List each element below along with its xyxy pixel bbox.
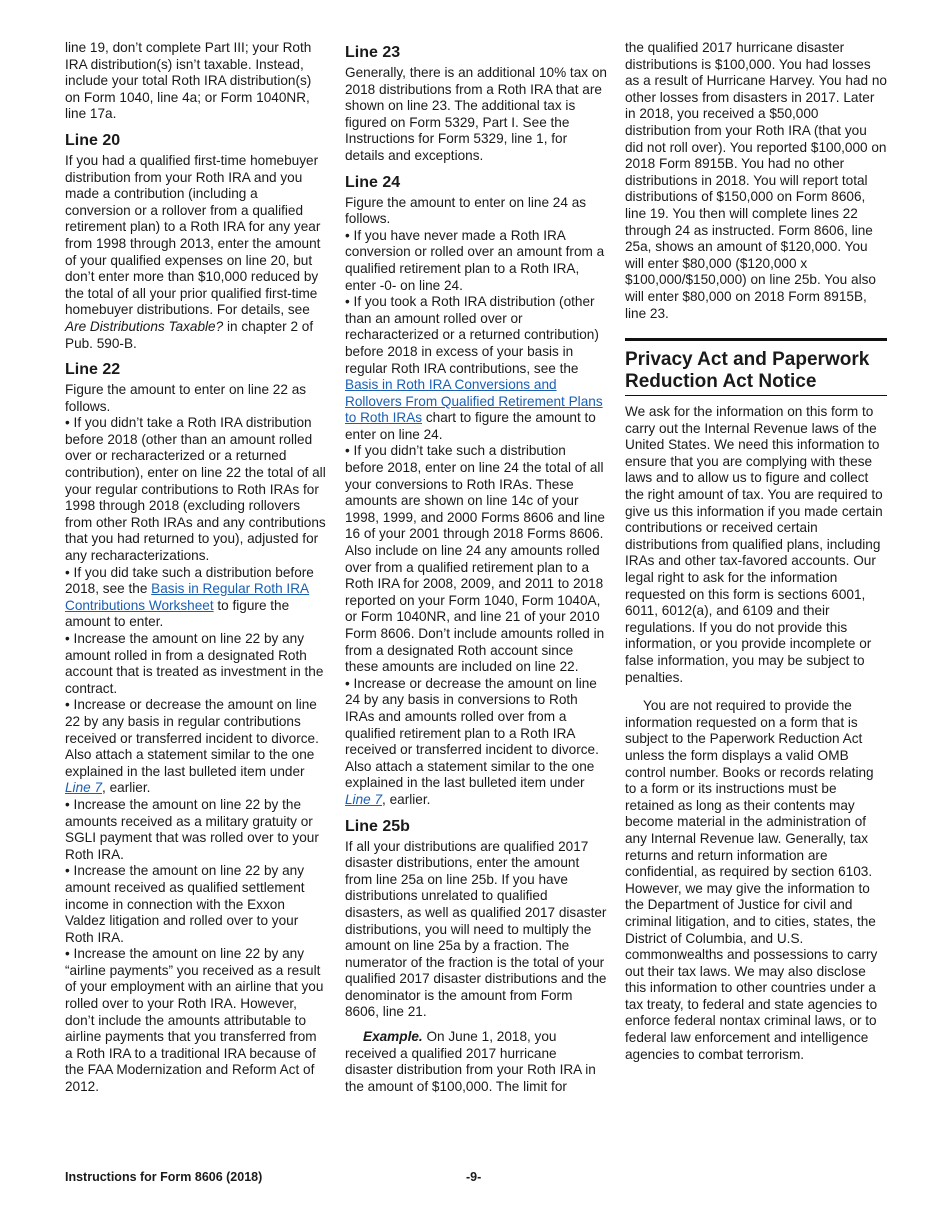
heading-line-23: Line 23 xyxy=(345,44,401,61)
line-22-bullet-1: • If you didn’t take a Roth IRA distribution before 2018 (other than an amount rolled over or recharacterized or a returned contribution), enter on line 22 the total of all your regular contributions to Roth IRAs for 1998 through 2018 (excluding rollovers from other Roth IRAs and any contributions that you had returned to you), adjusted for any recharacterizations. xyxy=(65,415,326,564)
heading-line-25b: Line 25b xyxy=(345,817,410,835)
line-20-text-b: in chapter 2 of Pub. 590-B. xyxy=(65,318,314,351)
line-22-bullet-2-text-b: to figure the amount to enter. xyxy=(65,597,290,630)
line-24-bullet-2-text-b: chart to figure the amount to enter on line 24. xyxy=(345,410,596,442)
line-22-bullet-4-text-a: • Increase or decrease the amount on line 22 by any basis in regular contributions received or transferred incident to divorce. Also attach a statement similar to the one explained in the last bulleted item under xyxy=(65,697,319,779)
line-22-bullet-2 xyxy=(65,565,327,631)
line-22-bullet-4-text-b: , earlier. xyxy=(102,780,151,796)
line-24-intro: Figure the amount to enter on line 24 as follows. xyxy=(345,194,587,227)
example-text: On June 1, 2018, you received a qualified 2017 hurricane disaster distribution from your Roth IRA in the amount of $100,000. The limit for xyxy=(345,1029,596,1094)
line-22-bullet-4 xyxy=(65,697,327,797)
privacy-section xyxy=(625,338,887,1063)
line-22-bullet-7: • Increase the amount on line 22 by any “airline payments” you received as a result of your employment with an airline that you rolled over to your Roth IRA. However, don’t include the amounts attributable to airline payments that you transferred from a Roth IRA to a traditional IRA because of the FAA Modernization and Reform Act of 2012. xyxy=(65,946,324,1095)
line-22-intro: Figure the amount to enter on line 22 as follows. xyxy=(65,382,307,414)
privacy-paragraph-1: We ask for the information on this form to carry out the Internal Revenue laws of the United States. We need this information to ensure that you are complying with these laws and to allow us to figure and collect the right amount of tax. You are required to give us this information if you made certain contributions or received certain distributions from qualified plans, including IRAs and other tax-favored accounts. Our legal right to ask for the information requested on this form is sections 6001, 6011, 6012(a), and 6109 and their regulations. If you do not provide this information, or you provide incomplete or false information, you may be subject to penalties. xyxy=(625,404,883,685)
line-20-text-a: If you had a qualified first-time homebuyer distribution from your Roth IRA and you made a contribution (including a conversion or a rollover from a qualified retirement plan) to a Roth IRA for any year from 1998 through 2013, enter the amount of your qualified expenses on line 20, but don’t enter more than $10,000 reduced by the total of all your prior qualified first-time homebuyer distributions. For details, see xyxy=(65,152,321,318)
line-20-paragraph xyxy=(65,153,327,352)
heading-line-20: Line 20 xyxy=(65,131,121,149)
footer-page-number: -9- xyxy=(466,1170,482,1184)
line-22-bullet-2-text-a: • If you did take such a distribution before 2018, see the xyxy=(65,564,314,597)
example-continued: the qualified 2017 hurricane disaster distributions is $100,000. You had losses as a result of Hurricane Harvey. You had no other losses from disasters in 2017. Later in 2018, you received a $50,000 distribution from your Roth IRA (that you did not roll over). You reported $100,000 on 2018 Form 8915B. You had no other distributions in 2018. You will report total distributions of $150,000 on Form 8606, line 19. You then will complete lines 22 through 24 as instructed. Form 8606, line 25a, shows an amount of $120,000. You will enter $80,000 ($120,000 x $100,000/$150,000) on line 25b. You also will enter $80,000 on 2018 Form 8915B, line 23. xyxy=(625,40,887,321)
example-label: Example. xyxy=(363,1029,423,1045)
line-7-link[interactable]: Line 7 xyxy=(65,780,103,796)
line-20-italic-ref: Are Distributions Taxable? xyxy=(65,318,224,334)
intro-paragraph: line 19, don’t complete Part III; your Roth IRA distribution(s) isn’t taxable. Instead, include your total Roth IRA distribution(s) on Form 1040, line 4a; or Form 1040NR, line 17a. xyxy=(65,40,312,122)
example-paragraph xyxy=(345,1029,607,1095)
basis-regular-roth-worksheet-link[interactable]: Basis in Regular Roth IRA Contributions Worksheet xyxy=(65,581,310,613)
line-22-bullet-6: • Increase the amount on line 22 by any amount received as qualified settlement income in connection with the Exxon Valdez litigation and rolled over to your Roth IRA. xyxy=(65,863,305,945)
line-24-bullet-4 xyxy=(345,676,607,809)
line-24-bullet-4-text-b: , earlier. xyxy=(382,791,431,807)
line-24-bullet-2 xyxy=(345,294,607,443)
basis-roth-conversions-chart-link[interactable]: Basis in Roth IRA Conversions and Rollovers From Qualified Retirement Plans to Roth IRAs xyxy=(345,377,603,426)
column-middle xyxy=(345,40,607,1095)
line-23-paragraph: Generally, there is an additional 10% tax on 2018 distributions from a Roth IRA that are shown on line 23. The additional tax is figured on Form 5329, Part I. See the Instructions for Form 5329, line 1, for details and exceptions. xyxy=(345,65,607,163)
footer-form-title: Instructions for Form 8606 (2018) xyxy=(65,1170,263,1184)
line-25b-paragraph: If all your distributions are qualified 2017 disaster distributions, enter the amount from line 25a on line 25b. If you have distributions unrelated to qualified disasters, as well as qualified 2017 disaster distributions, you will need to multiply the amount on line 25a by a fraction. The numerator of the fraction is the total of your qualified 2017 disaster distributions and the denominator is the amount from Form 8606, line 21. xyxy=(345,838,607,1020)
line-22-bullet-5: • Increase the amount on line 22 by the amounts received as a military gratuity or SGLI payment that was rolled over to your Roth IRA. xyxy=(65,796,319,862)
privacy-paragraph-2: You are not required to provide the information requested on a form that is subject to the Paperwork Reduction Act unless the form displays a valid OMB control number. Books or records relating to a form or its instructions must be retained as long as their contents may become material in the administration of any Internal Revenue law. Generally, tax returns and return information are confidential, as required by section 6103. However, we may give the information to the Department of Justice for civil and criminal litigation, and to cities, states, the District of Columbia, and U.S. commonwealths and possessions to carry out their tax laws. We may also disclose this information to other countries under a tax treaty, to federal and state agencies to enforce federal nontax criminal laws, or to federal law enforcement and intelligence agencies to combat terrorism. xyxy=(625,698,878,1062)
line-24-bullet-4-text-a: • Increase or decrease the amount on line 24 by any basis in conversions to Roth IRAs and amounts rolled over from a qualified retirement plan to a Roth IRA received or transferred incident to divorce. Also attach a statement similar to the one explained in the last bulleted item under xyxy=(345,675,599,791)
line-24-bullet-3: • If you didn’t take such a distribution before 2018, enter on line 24 the total of all your conversions to Roth IRAs. These amounts are shown on line 14c of your 1998, 1999, and 2000 Forms 8606 and line 16 of your 2001 through 2018 Forms 8606. Also include on line 24 any amounts rolled over from a qualified retirement plan to a Roth IRA for 2008, 2009, and 2011 to 2018 reported on your Form 1040, Form 1040A, or Form 1040NR, and line 21 of your 2010 Form 8606. Don’t include amounts rolled in from a designated Roth account since these amounts are included on line 22. xyxy=(345,443,605,675)
heading-line-24: Line 24 xyxy=(345,173,401,191)
line-7-link[interactable]: Line 7 xyxy=(345,791,383,807)
line-22-bullet-3: • Increase the amount on line 22 by any amount rolled in from a designated Roth account that is treated as investment in the contract. xyxy=(65,631,324,696)
column-right xyxy=(625,40,887,1063)
line-24-bullet-2-text-a: • If you took a Roth IRA distribution (other than an amount rolled over or recharacterized or a returned contribution) before 2018 in excess of your basis in regular Roth IRA contributions, see the xyxy=(345,294,599,376)
column-left xyxy=(65,40,327,1096)
line-24-bullet-1: • If you have never made a Roth IRA conversion or rolled over an amount from a qualified retirement plan to a Roth IRA, enter -0- on line 24. xyxy=(345,227,605,293)
heading-line-22: Line 22 xyxy=(65,361,121,379)
privacy-heading: Privacy Act and Paperwork Reduction Act Notice xyxy=(625,349,887,396)
